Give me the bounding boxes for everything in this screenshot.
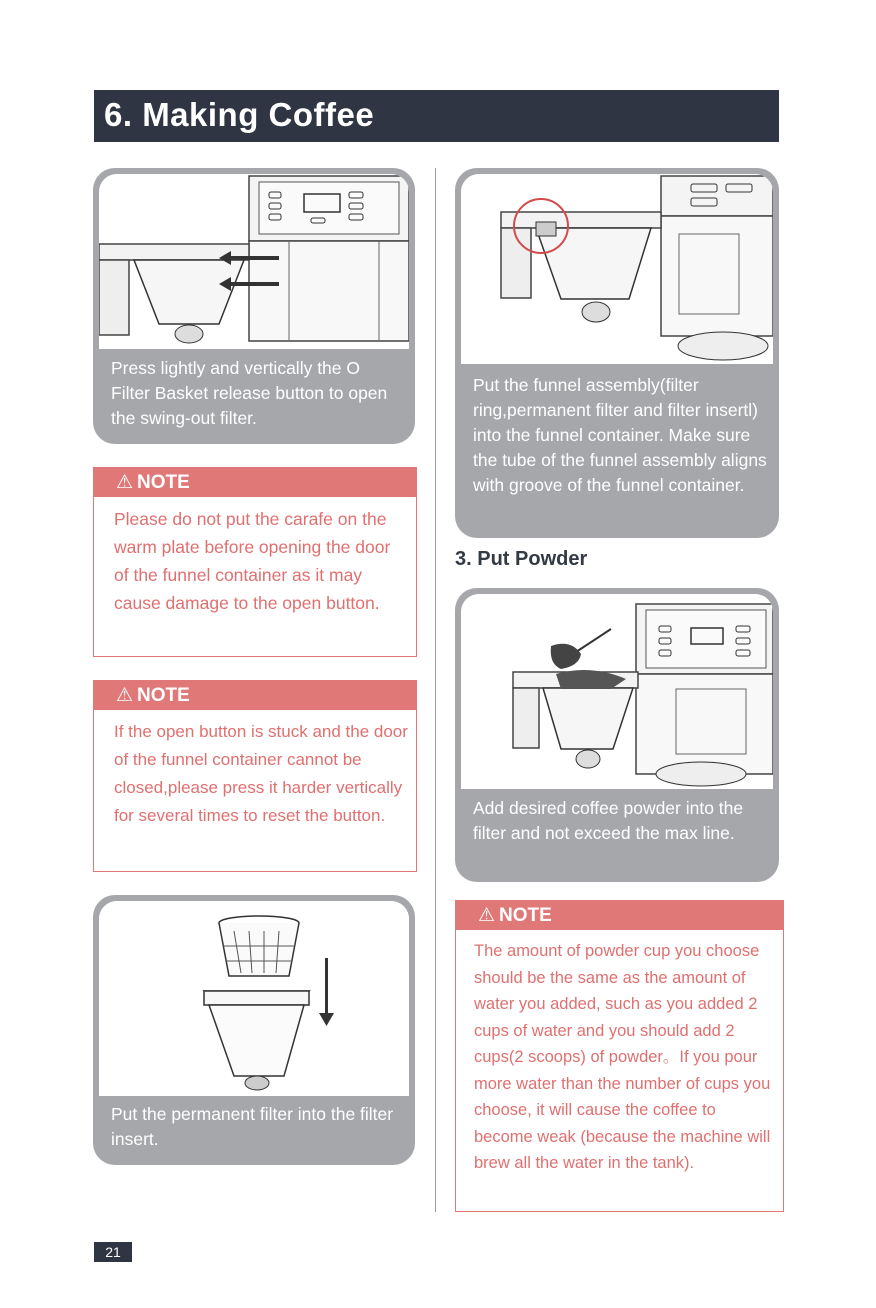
note-text: The amount of powder cup you choose should be the same as the amount of water you added, such as you added 2 cups of water and you should add 2 cups(2 scoops) of powder。If you pour more water than the number of cups you choose, it will cause the coffee to become weak (because the machine will brew all the water in the tank).	[474, 942, 771, 1172]
step-card-funnel-assembly	[455, 168, 779, 538]
step-caption: Put the permanent filter into the filter insert.	[111, 1104, 394, 1149]
photo-funnel-assembly	[461, 174, 773, 364]
step-card-open-filter	[93, 168, 415, 444]
warning-triangle-icon: ⚠	[478, 905, 496, 926]
warning-triangle-icon: ⚠	[116, 472, 134, 493]
warning-triangle-icon: ⚠	[116, 685, 134, 706]
note-text: If the open button is stuck and the door of the funnel container cannot be closed,please press it harder vertically for several times to reset the button.	[114, 722, 408, 825]
illustration-coffee-maker-front	[99, 174, 409, 349]
note-label: NOTE	[137, 472, 190, 493]
step-caption: Add desired coffee powder into the filter and not exceed the max line.	[473, 798, 744, 843]
note-header	[94, 681, 416, 710]
page-title: 6. Making Coffee	[104, 96, 375, 133]
step-card-permanent-filter	[93, 895, 415, 1165]
illustration-funnel-container	[461, 174, 773, 364]
note-box-stuck-button	[93, 680, 417, 872]
note-header	[456, 901, 783, 930]
step-card-add-powder	[455, 588, 779, 882]
illustration-filter-insert	[99, 901, 409, 1096]
note-box-carafe	[93, 467, 417, 657]
photo-add-powder	[461, 594, 773, 789]
step-caption: Press lightly and vertically the O Filter Basket release button to open the swing-out filter.	[111, 358, 388, 428]
note-box-powder-amount	[455, 900, 784, 1212]
photo-permanent-filter	[99, 901, 409, 1096]
illustration-adding-powder	[461, 594, 773, 789]
section-title-put-powder: 3. Put Powder	[455, 548, 588, 570]
step-caption: Put the funnel assembly(filter ring,permanent filter and filter insertl) into the funnel container. Make sure the tube of the funnel assembly aligns with groove of the funnel container.	[473, 375, 767, 495]
note-label: NOTE	[499, 905, 552, 926]
note-text: Please do not put the carafe on the warm plate before opening the door of the funnel container as it may cause damage to the open button.	[114, 509, 391, 613]
section-header	[94, 90, 779, 142]
note-header	[94, 468, 416, 497]
column-divider	[435, 168, 436, 1212]
page-number: 21	[94, 1242, 132, 1262]
photo-open-filter	[99, 174, 409, 349]
note-label: NOTE	[137, 685, 190, 706]
